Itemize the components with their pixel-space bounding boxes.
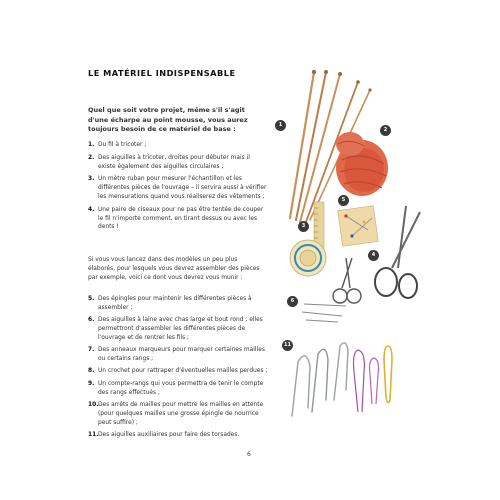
list-item xyxy=(88,206,268,232)
item-text: Des arrêts de mailles pour mettre les mailles en attente (pour quelques mailles une grosse épingle de nourrice peut suffire) ; xyxy=(98,401,264,426)
item-text: Une paire de ciseaux pour ne pas être tentée de couper le fil n'importe comment, en tirant dessus ou avec les dents ! xyxy=(98,206,264,231)
list-item xyxy=(88,295,268,313)
item-text: Des aiguilles à tricoter, droites pour débuter mais il existe également des aiguilles circulaires ; xyxy=(98,154,250,170)
list-item xyxy=(88,154,268,172)
yarn-ball-image xyxy=(336,132,388,196)
page-title: LE MATÉRIEL INDISPENSABLE xyxy=(88,68,236,78)
photo-marker-badge: 4 xyxy=(368,250,379,261)
list-item xyxy=(88,401,268,427)
intro-text: Quel que soit votre projet, même s'il s'agit d'une écharpe au point mousse, vous aurez toujours besoin de ce matériel de base : xyxy=(88,106,248,134)
list-item xyxy=(88,141,268,150)
advanced-materials-list xyxy=(88,295,268,443)
item-number: 1. xyxy=(88,142,95,148)
essential-materials-list xyxy=(88,141,268,236)
item-text: Un mètre ruban pour mesurer l'échantillon et les différentes pièces de l'ouvrage – il servira aussi à vérifier les mensurations quand vous réaliserez des vêtements ; xyxy=(98,176,267,200)
item-text: Des anneaux marqueurs pour marquer certaines mailles ou certains rangs ; xyxy=(98,347,265,362)
item-number: 10. xyxy=(88,401,99,408)
list-item xyxy=(88,346,268,364)
item-text: Du fil à tricoter ; xyxy=(98,142,147,148)
pins-image xyxy=(338,206,379,247)
item-text: Des aiguilles auxiliaires pour faire des torsades. xyxy=(98,431,240,438)
stitch-markers-image xyxy=(354,350,379,412)
list-item xyxy=(88,380,268,398)
cable-needles-image xyxy=(292,343,348,416)
item-text: Un compte-rangs qui vous permettra de tenir le compte des rangs effectués ; xyxy=(98,380,264,396)
item-number: 3. xyxy=(88,176,95,183)
small-scissors-image xyxy=(333,258,361,303)
item-number: 7. xyxy=(88,347,95,354)
item-text: Des aiguilles à laine avec chas large et bout rond ; elles permettront d'assembler les différentes pièces de l'ouvrage et de rentrer les fils ; xyxy=(98,317,263,341)
item-number: 8. xyxy=(88,368,95,375)
wool-needles-image xyxy=(302,304,346,322)
photo-marker-badge: 3 xyxy=(298,221,309,232)
photo-marker-badge: 11 xyxy=(282,340,293,351)
item-number: 2. xyxy=(88,154,95,161)
list-item xyxy=(88,367,268,376)
item-number: 11. xyxy=(88,431,99,438)
item-text: Des épingles pour maintenir les différentes pièces à assembler ; xyxy=(98,296,252,311)
photo-marker-badge: 2 xyxy=(380,125,391,136)
item-number: 5. xyxy=(88,296,95,302)
page-number: 6 xyxy=(247,451,251,458)
photo-marker-badge: 1 xyxy=(275,120,286,131)
item-number: 6. xyxy=(88,317,95,324)
item-text: Un crochet pour rattraper d'éventuelles mailles perdues ; xyxy=(98,368,268,375)
list-item xyxy=(88,431,268,440)
stitch-holder-image xyxy=(384,346,392,403)
measuring-tape-image xyxy=(290,202,326,276)
list-item xyxy=(88,175,268,201)
materials-photo xyxy=(268,60,428,450)
advanced-intro-text: Si vous vous lancez dans des modèles un peu plus élaborés, pour lesquels vous devrez assembler des pièces par exemple, voici ce dont vous devrez vous munir : xyxy=(88,257,260,281)
list-item xyxy=(88,316,268,342)
photo-marker-badge: 5 xyxy=(338,195,349,206)
item-number: 9. xyxy=(88,380,95,387)
large-scissors-image xyxy=(375,206,420,298)
item-number: 4. xyxy=(88,206,95,213)
photo-marker-badge: 6 xyxy=(287,296,298,307)
